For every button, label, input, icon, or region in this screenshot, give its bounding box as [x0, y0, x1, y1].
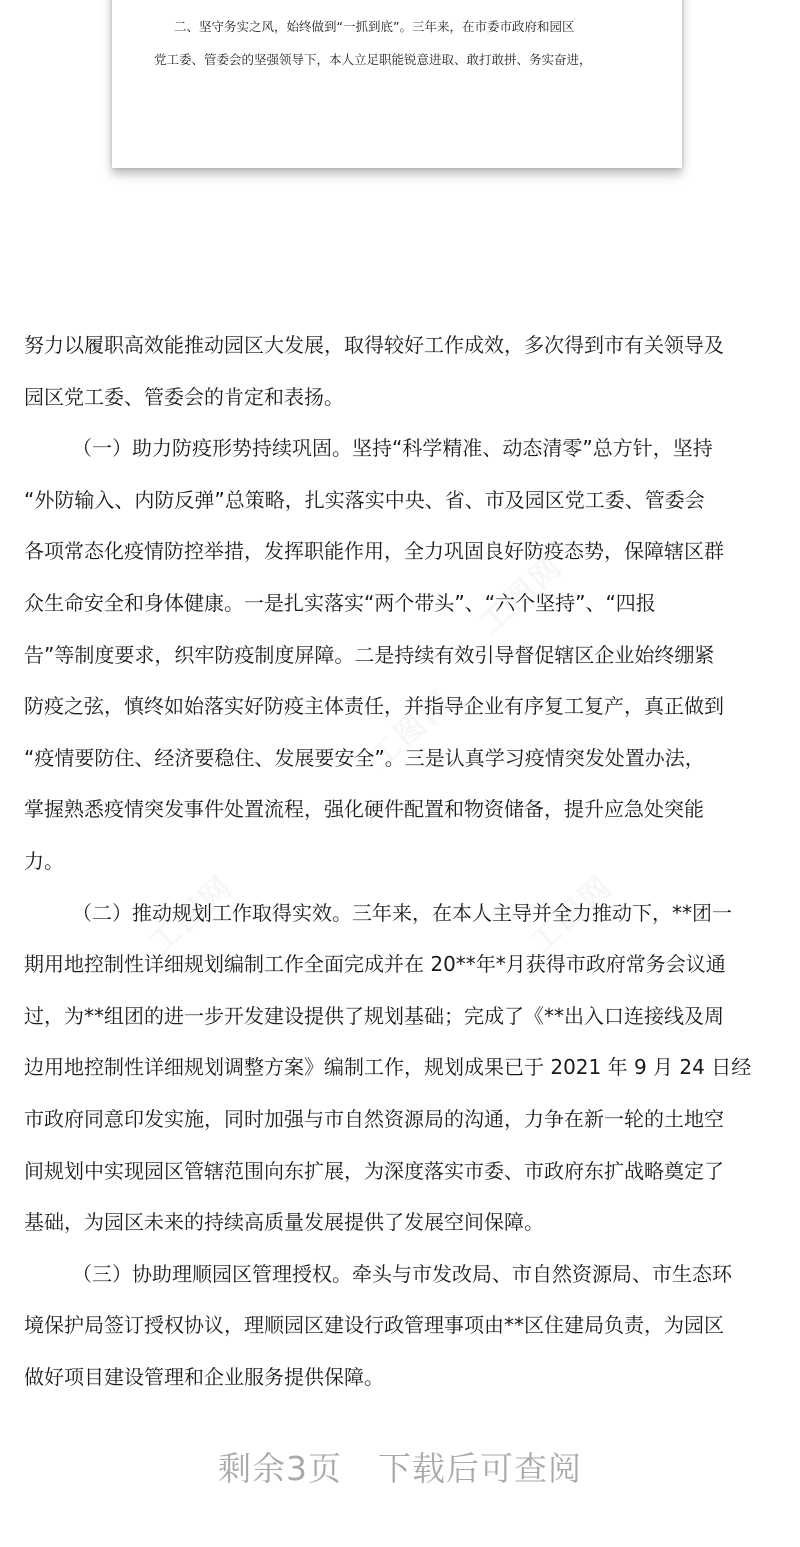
body-line: 境保护局签订授权协议，理顺园区建设行政管理事项由**区住建局负责，为园区 — [24, 1313, 724, 1338]
body-line: 基础，为园区未来的持续高质量发展提供了发展空间保障。 — [24, 1210, 544, 1235]
body-line: 间规划中实现园区管辖范围向东扩展，为深度落实市委、市政府东扩战略奠定了 — [24, 1158, 724, 1183]
section-heading-line: （一）助力防疫形势持续巩固。坚持“科学精准、动态清零”总方针，坚持 — [72, 436, 713, 461]
body-line: 防疫之弦，慎终如始落实好防疫主体责任，并指导企业有序复工复产，真正做到 — [24, 694, 724, 719]
section-heading-line: （二）推动规划工作取得实效。三年来，在本人主导并全力推动下，**团一 — [72, 900, 732, 925]
body-line: 告”等制度要求，织牢防疫制度屏障。二是持续有效引导督促辖区企业始终绷紧 — [24, 642, 715, 667]
download-hint-label: 下载后可查阅 — [378, 1449, 582, 1488]
remaining-pages-prompt[interactable] — [0, 1442, 800, 1496]
body-line: 过，为**组团的进一步开发建设提供了规划基础；完成了《**出入口连接线及周 — [24, 1003, 724, 1028]
body-line: 市政府同意印发实施，同时加强与市自然资源局的沟通，力争在新一轮的土地空 — [24, 1106, 724, 1131]
body-line: 各项常态化疫情防控举措，发挥职能作用，全力巩固良好防疫态势，保障辖区群 — [24, 539, 724, 564]
body-line: 努力以履职高效能推动园区大发展，取得较好工作成效，多次得到市有关领导及 — [24, 333, 724, 357]
body-line: 园区党工委、管委会的肯定和表扬。 — [24, 384, 344, 409]
document-body — [24, 320, 776, 1403]
preview-text-line-1: 二、坚守务实之风，始终做到“一抓到底”。三年来，在市委市政府和园区 — [174, 19, 575, 34]
body-line: 力。 — [24, 848, 64, 873]
watermark: 工图网 — [143, 868, 241, 961]
section-heading-line: （三）协助理顺园区管理授权。牵头与市发改局、市自然资源局、市生态环 — [72, 1261, 732, 1286]
remaining-pages-label: 剩余3页 — [218, 1449, 342, 1488]
body-line: 期用地控制性详细规划编制工作全面完成并在 20**年*月获得市政府常务会议通 — [24, 952, 726, 977]
body-line: 掌握熟悉疫情突发事件处置流程，强化硬件配置和物资储备，提升应急处突能 — [24, 797, 704, 822]
preview-text-line-2: 党工委、管委会的坚强领导下，本人立足职能锐意进取、敢打敢拼、务实奋进， — [154, 52, 592, 67]
watermark: 工图网 — [523, 868, 621, 961]
body-line: 边用地控制性详细规划调整方案》编制工作，规划成果已于 2021 年 9 月 24 日经 — [24, 1055, 752, 1080]
watermark: 工图网 — [473, 548, 571, 641]
page-preview-card — [112, 0, 682, 168]
body-line: 众生命安全和身体健康。一是扎实落实“两个带头”、“六个坚持”、“四报 — [24, 590, 656, 615]
body-line: 做好项目建设管理和企业服务提供保障。 — [24, 1364, 384, 1389]
body-line: “外防输入、内防反弹”总策略，扎实落实中央、省、市及园区党工委、管委会 — [24, 487, 705, 512]
watermark: 工图网 — [363, 683, 461, 776]
body-line: “疫情要防住、经济要稳住、发展要安全”。三是认真学习疫情突发处置办法， — [24, 745, 705, 770]
